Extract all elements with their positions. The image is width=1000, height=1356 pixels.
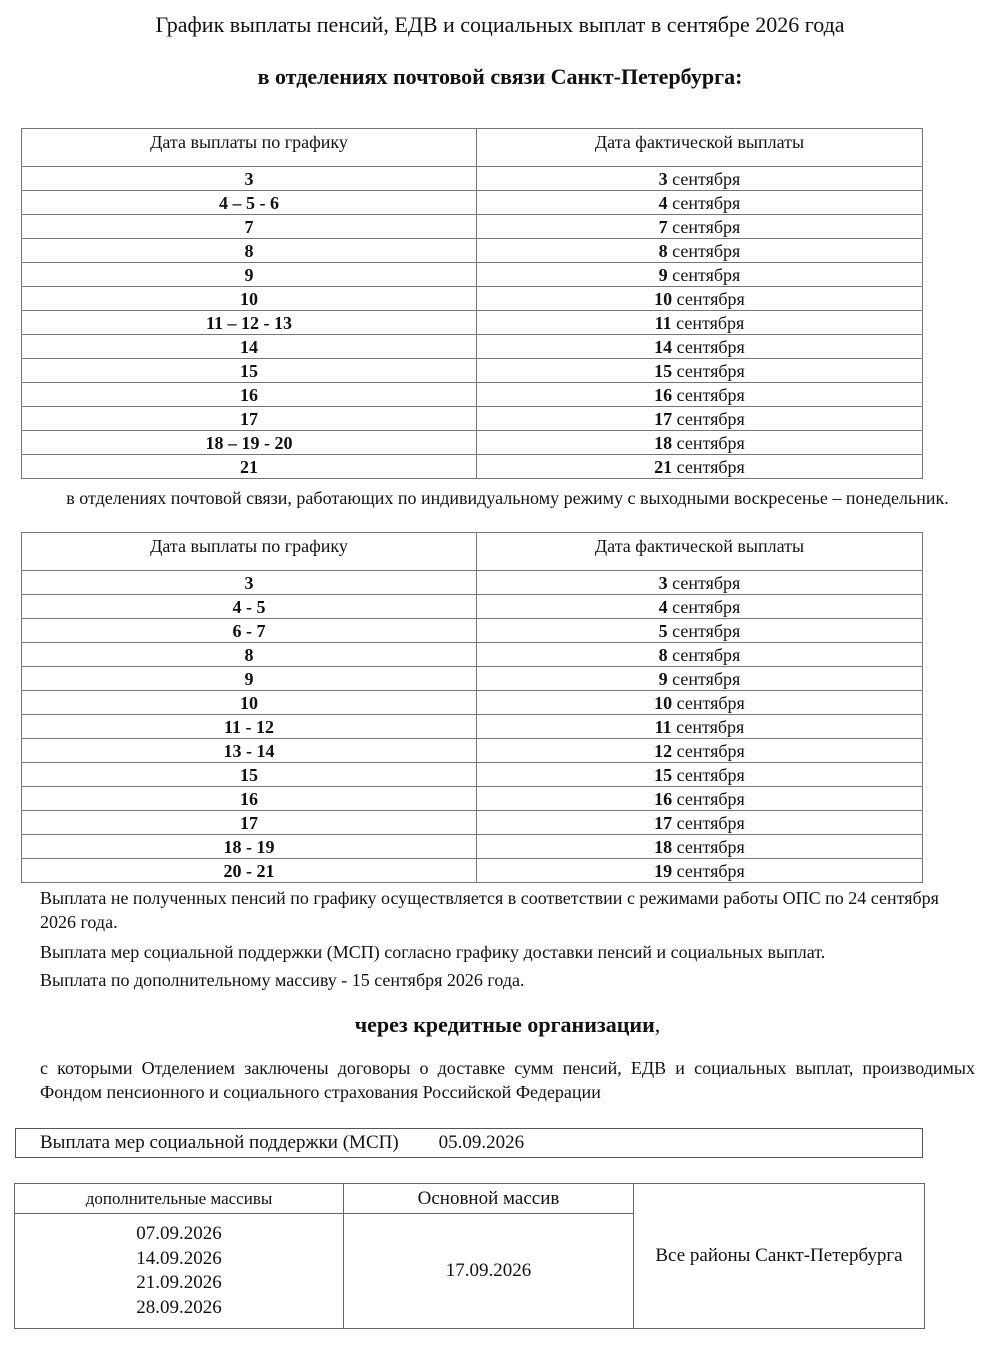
actual-day: 4: [658, 192, 668, 213]
actual-month: сентября: [676, 716, 745, 737]
scheduled-date-cell: 10: [22, 691, 477, 715]
scheduled-date-cell: 9: [22, 667, 477, 691]
actual-day: 16: [654, 788, 673, 809]
actual-day: 11: [654, 312, 672, 333]
actual-date-cell: [477, 287, 923, 311]
scheduled-date-cell: 7: [22, 215, 477, 239]
actual-date-cell: [477, 335, 923, 359]
msp-date: 05.09.2026: [438, 1132, 525, 1153]
table-row: [22, 619, 923, 643]
actual-date-cell: [477, 431, 923, 455]
table-row: [22, 191, 923, 215]
scheduled-date-cell: 16: [22, 787, 477, 811]
actual-day: 19: [654, 860, 673, 881]
table-row: [22, 835, 923, 859]
table-row: [22, 407, 923, 431]
actual-month: сентября: [676, 836, 745, 857]
actual-month: сентября: [672, 168, 741, 189]
scheduled-date-cell: 18 – 19 - 20: [22, 431, 477, 455]
actual-month: сентября: [672, 240, 741, 261]
scheduled-date-cell: 11 - 12: [22, 715, 477, 739]
actual-day: 5: [658, 620, 668, 641]
actual-day: 7: [658, 216, 668, 237]
actual-month: сентября: [676, 384, 745, 405]
scheduled-date-cell: 15: [22, 359, 477, 383]
actual-month: сентября: [676, 288, 745, 309]
actual-date-cell: [477, 263, 923, 287]
actual-date-cell: [477, 167, 923, 191]
scheduled-date-cell: 21: [22, 455, 477, 479]
note-msp-schedule: Выплата мер социальной поддержки (МСП) согласно графику доставки пенсий и социальных выплат.: [40, 942, 826, 962]
scheduled-date-cell: 15: [22, 763, 477, 787]
additional-date: 28.09.2026: [136, 1296, 222, 1318]
actual-month: сентября: [676, 312, 745, 333]
table-row: [22, 167, 923, 191]
actual-date-cell: [477, 691, 923, 715]
schedule-table-individual: [21, 532, 923, 883]
actual-date-cell: [477, 787, 923, 811]
actual-day: 16: [654, 384, 673, 405]
scheduled-date-cell: 17: [22, 811, 477, 835]
header-main-array: Основной массив: [344, 1184, 634, 1214]
table-row: [22, 643, 923, 667]
actual-month: сентября: [676, 692, 745, 713]
scheduled-date-cell: 10: [22, 287, 477, 311]
actual-date-cell: [477, 359, 923, 383]
credit-arrays-table: [14, 1183, 925, 1329]
actual-date-cell: [477, 311, 923, 335]
actual-date-cell: [477, 383, 923, 407]
table-row: [22, 383, 923, 407]
scheduled-date-cell: 14: [22, 335, 477, 359]
actual-date-cell: [477, 835, 923, 859]
scheduled-date-cell: 8: [22, 643, 477, 667]
additional-date: 21.09.2026: [136, 1272, 222, 1293]
scheduled-date-cell: 20 - 21: [22, 859, 477, 883]
credit-orgs-description: с которыми Отделением заключены договоры о доставке сумм пенсий, ЕДВ и социальных выплат, производимых Фондом пенсионного и социального страхования Российской Федерации: [40, 1058, 975, 1102]
region-cell: Все районы Санкт-Петербурга: [634, 1184, 925, 1329]
actual-month: сентября: [676, 788, 745, 809]
table-row: [22, 335, 923, 359]
actual-date-cell: [477, 715, 923, 739]
actual-day: 3: [658, 572, 668, 593]
scheduled-date-cell: 4 – 5 - 6: [22, 191, 477, 215]
table-row: [22, 287, 923, 311]
actual-day: 12: [654, 740, 673, 761]
actual-month: сентября: [676, 456, 745, 477]
header-scheduled-date: Дата выплаты по графику: [22, 533, 477, 571]
additional-date: 14.09.2026: [136, 1247, 222, 1269]
main-array-date: 17.09.2026: [344, 1214, 634, 1329]
actual-day: 21: [654, 456, 673, 477]
actual-date-cell: [477, 859, 923, 883]
table-row: [22, 739, 923, 763]
actual-day: 9: [658, 264, 668, 285]
actual-month: сентября: [676, 432, 745, 453]
header-additional-arrays: дополнительные массивы: [15, 1184, 344, 1214]
scheduled-date-cell: 18 - 19: [22, 835, 477, 859]
actual-date-cell: [477, 643, 923, 667]
table-row: [22, 811, 923, 835]
note-additional-array: Выплата по дополнительному массиву - 15 сентября 2026 года.: [40, 970, 525, 990]
actual-month: сентября: [672, 572, 741, 593]
actual-month: сентября: [672, 620, 741, 641]
scheduled-date-cell: 3: [22, 571, 477, 595]
scheduled-date-cell: 3: [22, 167, 477, 191]
actual-day: 8: [658, 240, 668, 261]
actual-month: сентября: [676, 336, 745, 357]
actual-month: сентября: [676, 740, 745, 761]
actual-date-cell: [477, 215, 923, 239]
credit-heading-text: через кредитные организации: [354, 1012, 655, 1037]
actual-day: 15: [654, 360, 673, 381]
scheduled-date-cell: 11 – 12 - 13: [22, 311, 477, 335]
actual-date-cell: [477, 619, 923, 643]
actual-day: 18: [654, 836, 673, 857]
actual-date-cell: [477, 595, 923, 619]
actual-day: 14: [654, 336, 673, 357]
table-row: [22, 859, 923, 883]
table-row: [22, 691, 923, 715]
table-row: [22, 787, 923, 811]
actual-day: 9: [658, 668, 668, 689]
header-scheduled-date: Дата выплаты по графику: [22, 129, 477, 167]
note-unpaid-pensions: Выплата не полученных пенсий по графику осуществляется в соответствии с режимами работы ОПС по 24 сентября 2026 года.: [40, 888, 939, 932]
scheduled-date-cell: 6 - 7: [22, 619, 477, 643]
actual-day: 3: [658, 168, 668, 189]
msp-label: Выплата мер социальной поддержки (МСП): [40, 1132, 399, 1153]
actual-date-cell: [477, 191, 923, 215]
actual-date-cell: [477, 407, 923, 431]
actual-date-cell: [477, 571, 923, 595]
table-row: [22, 595, 923, 619]
page-title: График выплаты пенсий, ЕДВ и социальных выплат в сентябре 2026 года: [155, 12, 845, 37]
actual-month: сентября: [672, 264, 741, 285]
header-actual-date: Дата фактической выплаты: [477, 129, 923, 167]
actual-date-cell: [477, 811, 923, 835]
table-row: [22, 667, 923, 691]
actual-month: сентября: [672, 216, 741, 237]
actual-month: сентября: [676, 360, 745, 381]
table-row: [22, 571, 923, 595]
scheduled-date-cell: 8: [22, 239, 477, 263]
schedule-table-main: [21, 128, 923, 479]
actual-day: 10: [654, 288, 673, 309]
actual-day: 17: [654, 812, 673, 833]
actual-day: 10: [654, 692, 673, 713]
actual-day: 4: [658, 596, 668, 617]
table-row: [22, 715, 923, 739]
actual-month: сентября: [676, 408, 745, 429]
actual-date-cell: [477, 763, 923, 787]
scheduled-date-cell: 16: [22, 383, 477, 407]
table-row: [22, 311, 923, 335]
scheduled-date-cell: 17: [22, 407, 477, 431]
scheduled-date-cell: 9: [22, 263, 477, 287]
actual-month: сентября: [676, 860, 745, 881]
actual-day: 11: [654, 716, 672, 737]
table-row: [22, 215, 923, 239]
actual-day: 18: [654, 432, 673, 453]
actual-month: сентября: [672, 644, 741, 665]
scheduled-date-cell: 13 - 14: [22, 739, 477, 763]
table-row: [22, 239, 923, 263]
table-row: [22, 763, 923, 787]
table-row: [22, 431, 923, 455]
actual-date-cell: [477, 239, 923, 263]
actual-month: сентября: [672, 668, 741, 689]
actual-date-cell: [477, 739, 923, 763]
actual-day: 15: [654, 764, 673, 785]
table-row: [22, 455, 923, 479]
table-row: [22, 359, 923, 383]
individual-mode-note: в отделениях почтовой связи, работающих по индивидуальному режиму с выходными воскресенье – понедельник.: [66, 488, 949, 508]
actual-month: сентября: [672, 192, 741, 213]
page-subtitle: в отделениях почтовой связи Санкт-Петербурга:: [257, 64, 743, 89]
actual-month: сентября: [676, 764, 745, 785]
actual-month: сентября: [672, 596, 741, 617]
actual-date-cell: [477, 667, 923, 691]
table-row: [22, 263, 923, 287]
actual-day: 17: [654, 408, 673, 429]
actual-month: сентября: [676, 812, 745, 833]
header-actual-date: Дата фактической выплаты: [477, 533, 923, 571]
additional-dates-cell: [15, 1214, 344, 1329]
actual-date-cell: [477, 455, 923, 479]
credit-orgs-heading: [0, 1012, 1000, 1038]
actual-day: 8: [658, 644, 668, 665]
credit-heading-comma: ,: [654, 1012, 661, 1037]
msp-payment-box: [15, 1128, 923, 1158]
scheduled-date-cell: 4 - 5: [22, 595, 477, 619]
additional-date: 07.09.2026: [136, 1223, 222, 1244]
